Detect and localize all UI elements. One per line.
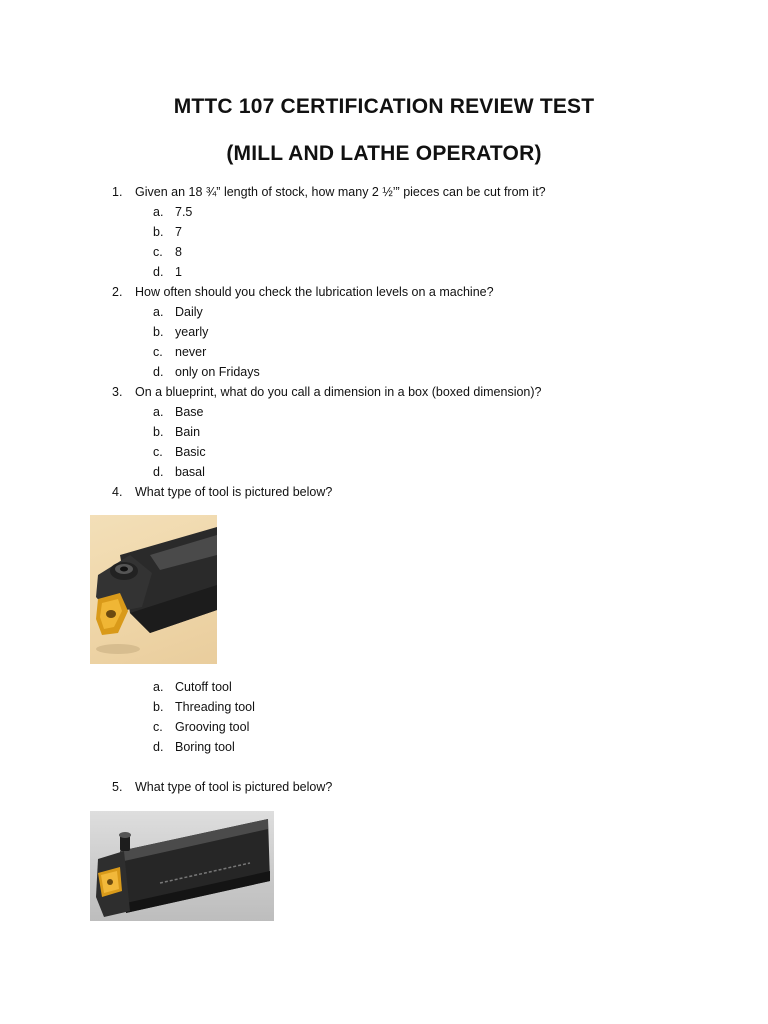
option-text: only on Fridays — [175, 365, 260, 379]
option-text: Grooving tool — [175, 720, 250, 734]
option-letter: b. — [153, 325, 164, 339]
option-text: basal — [175, 465, 205, 479]
question-number: 5. — [112, 780, 123, 794]
option-letter: a. — [153, 680, 164, 694]
option-text: Bain — [175, 425, 201, 439]
option-letter: c. — [153, 245, 163, 259]
boring-bar-icon — [90, 515, 217, 664]
option-letter: a. — [153, 405, 164, 419]
option-text: 7.5 — [175, 205, 193, 219]
option-text: Boring tool — [175, 740, 235, 754]
option-text: yearly — [175, 325, 209, 339]
option-letter: c. — [153, 345, 163, 359]
question-text: Given an 18 ¾” length of stock, how many 2 ½’” pieces can be cut from it? — [135, 185, 546, 199]
document-subtitle: (MILL AND LATHE OPERATOR) — [226, 142, 542, 165]
turning-tool-holder-photo — [90, 811, 274, 921]
question-text: How often should you check the lubrication levels on a machine? — [135, 285, 494, 299]
option-letter: b. — [153, 700, 164, 714]
option-text: Daily — [175, 305, 203, 319]
tool-holder-icon — [90, 811, 274, 921]
option-text: Base — [175, 405, 204, 419]
question-number: 2. — [112, 285, 123, 299]
document-title: MTTC 107 CERTIFICATION REVIEW TEST — [173, 95, 595, 118]
option-letter: d. — [153, 740, 164, 754]
boring-bar-tool-photo — [90, 515, 217, 664]
option-letter: b. — [153, 225, 164, 239]
option-text: 1 — [175, 265, 182, 279]
option-letter: c. — [153, 445, 163, 459]
question-text: What type of tool is pictured below? — [135, 485, 333, 499]
option-letter: a. — [153, 305, 164, 319]
question-number: 1. — [112, 185, 123, 199]
option-letter: d. — [153, 465, 164, 479]
option-text: Threading tool — [175, 700, 255, 714]
question-text: What type of tool is pictured below? — [135, 780, 333, 794]
option-text: Basic — [175, 445, 206, 459]
option-letter: d. — [153, 265, 164, 279]
option-text: 8 — [175, 245, 182, 259]
option-letter: c. — [153, 720, 163, 734]
option-letter: d. — [153, 365, 164, 379]
option-text: 7 — [175, 225, 182, 239]
option-letter: b. — [153, 425, 164, 439]
option-text: never — [175, 345, 207, 359]
question-number: 3. — [112, 385, 123, 399]
question-text: On a blueprint, what do you call a dimension in a box (boxed dimension)? — [135, 385, 542, 399]
question-number: 4. — [112, 485, 123, 499]
option-letter: a. — [153, 205, 164, 219]
option-text: Cutoff tool — [175, 680, 232, 694]
